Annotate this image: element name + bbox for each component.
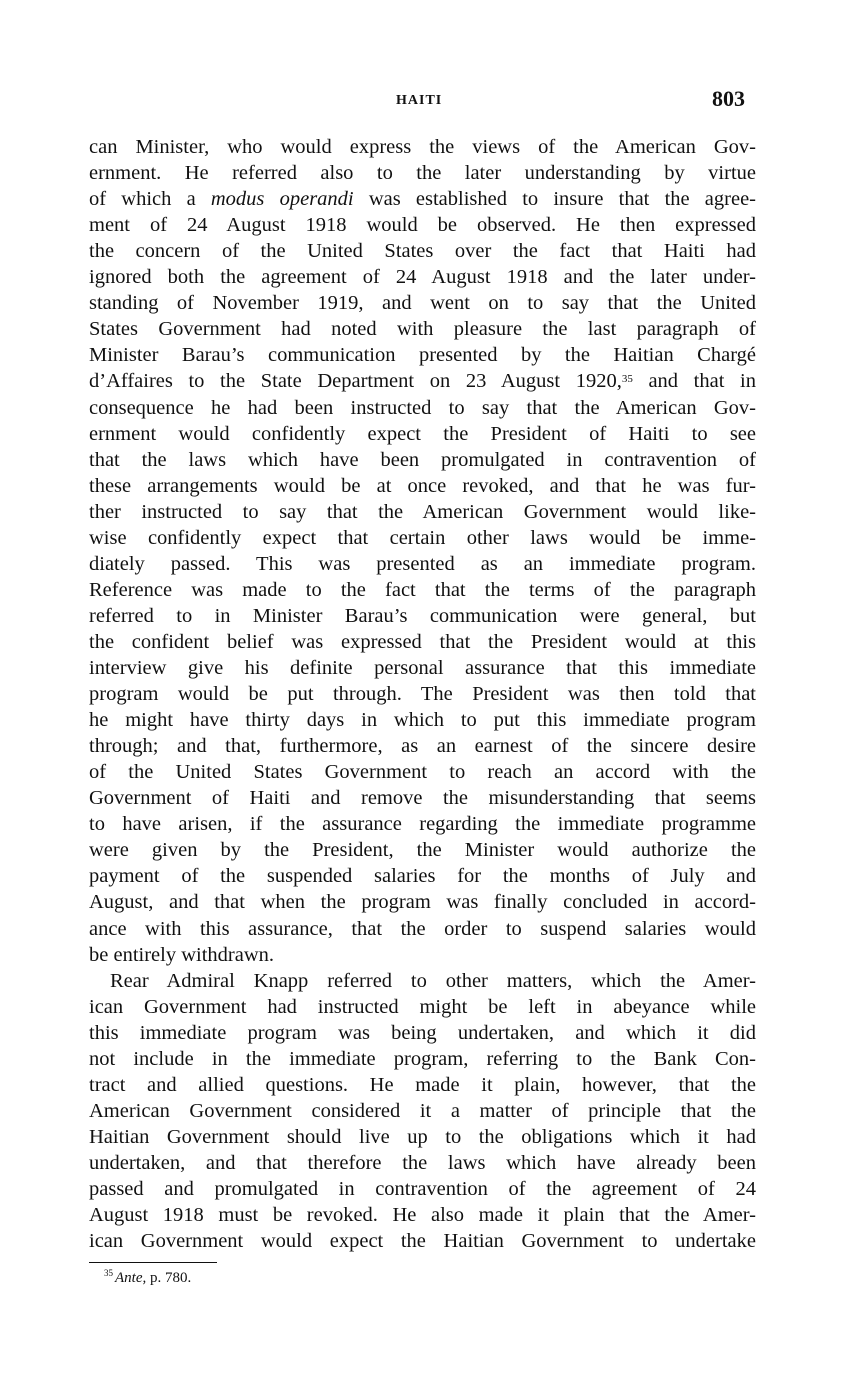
text-line: the confident belief was expressed that the President would at this: [89, 630, 756, 653]
text-line: ican Government had instructed might be left in abeyance while: [89, 995, 756, 1018]
text-line: ernment would confidently expect the President of Haiti to see: [89, 422, 756, 445]
text-line: of the United States Government to reach an accord with the: [89, 761, 756, 784]
text-line: of which a modus operandi was established to insure that the agree-: [89, 188, 757, 211]
text-line: interview give his definite personal assurance that this immediate: [89, 657, 756, 679]
text-line: wise confidently expect that certain other laws would be imme-: [89, 526, 756, 549]
text-line: be entirely withdrawn.: [89, 943, 275, 966]
text-line: ignored both the agreement of 24 August 1918 and the later under-: [89, 266, 756, 289]
text-line: Haitian Government should live up to the obligations which it had: [89, 1125, 756, 1148]
text-line: States Government had noted with pleasure the last paragraph of: [89, 318, 756, 341]
text-line: this immediate program was being undertaken, and which it did: [89, 1021, 756, 1044]
text-line: ther instructed to say that the American Government would like-: [89, 500, 756, 523]
text-line: ican Government would expect the Haitian Government to undertake: [89, 1230, 756, 1253]
text-line: these arrangements would be at once revoked, and that he was fur-: [89, 474, 756, 497]
text-line: Government of Haiti and remove the misunderstanding that seems: [89, 787, 756, 810]
text-line: ment of 24 August 1918 would be observed. He then expressed: [89, 214, 756, 237]
text-line: d’Affaires to the State Department on 23 August 1920,35 and that in: [89, 370, 756, 393]
text-line: the concern of the United States over the fact that Haiti had: [89, 240, 756, 263]
footnote: [104, 1268, 191, 1287]
text-line: he might have thirty days in which to put this immediate program: [89, 709, 756, 732]
text-line: payment of the suspended salaries for the months of July and: [89, 865, 756, 888]
text-line: to have arisen, if the assurance regarding the immediate programme: [89, 813, 756, 836]
text-line: consequence he had been instructed to say that the American Gov-: [89, 396, 756, 419]
running-head: HAITI: [396, 93, 443, 108]
text-line: that the laws which have been promulgated in contravention of: [89, 448, 756, 471]
text-line: ernment. He referred also to the later understanding by virtue: [89, 162, 756, 185]
footnote-ref: Ante,: [115, 1270, 147, 1286]
text-line: August 1918 must be revoked. He also made it plain that the Amer-: [89, 1204, 756, 1227]
text-line: ance with this assurance, that the order to suspend salaries would: [89, 917, 756, 940]
text-line: diately passed. This was presented as an immediate program.: [89, 552, 756, 575]
text-line: not include in the immediate program, referring to the Bank Con-: [89, 1047, 756, 1070]
text-line: tract and allied questions. He made it plain, however, that the: [89, 1073, 756, 1096]
text-line: can Minister, who would express the views of the American Gov-: [89, 136, 756, 158]
text-line: passed and promulgated in contravention of the agreement of 24: [89, 1178, 756, 1200]
page-number: 803: [712, 86, 745, 111]
footnote-rule: [89, 1262, 217, 1263]
text-line: through; and that, furthermore, as an earnest of the sincere desire: [89, 735, 756, 758]
text-line: referred to in Minister Barau’s communication were general, but: [89, 604, 756, 627]
text-line: Minister Barau’s communication presented by the Haitian Chargé: [89, 344, 756, 367]
text-line: American Government considered it a matter of principle that the: [89, 1099, 756, 1122]
text-line: standing of November 1919, and went on to say that the United: [89, 292, 756, 315]
text-line: program would be put through. The President was then told that: [89, 683, 756, 706]
text-line: August, and that when the program was finally concluded in accord-: [89, 891, 756, 914]
text-line: Reference was made to the fact that the terms of the paragraph: [89, 578, 756, 601]
text-line: were given by the President, the Minister would authorize the: [89, 839, 756, 862]
footnote-marker: 35: [104, 1268, 113, 1278]
text-line: undertaken, and that therefore the laws which have already been: [89, 1151, 756, 1174]
footnote-page: p. 780.: [150, 1270, 192, 1286]
text-line: Rear Admiral Knapp referred to other matters, which the Amer-: [110, 969, 756, 992]
